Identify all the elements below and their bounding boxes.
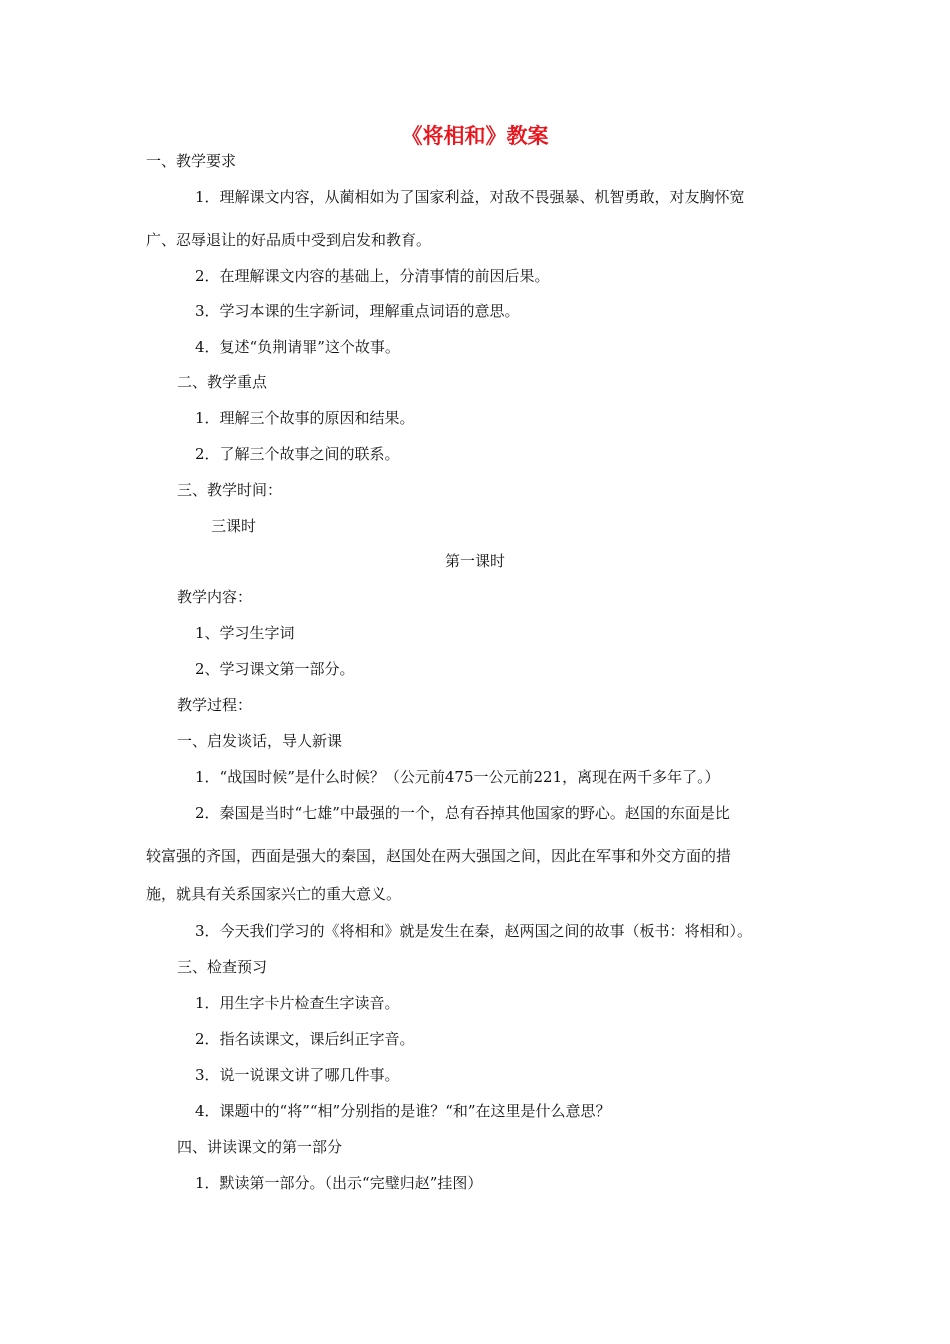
paragraph-line: 1．“战国时候”是什么时候？（公元前475一公元前221，离现在两千多年了。） [195, 768, 720, 786]
paragraph-line: 教学内容： [177, 588, 253, 606]
section-heading-preview: 三、检查预习 [177, 958, 268, 976]
document-title: 《将相和》教案 [401, 124, 549, 148]
paragraph-line: 1、学习生字词 [195, 624, 295, 642]
section-heading-reading: 四、讲读课文的第一部分 [177, 1138, 343, 1156]
paragraph-line: 4．复述“负荆请罪”这个故事。 [195, 338, 400, 356]
section-heading-time: 三、教学时间： [177, 481, 283, 499]
paragraph-line: 较富强的齐国，西面是强大的秦国，赵国处在两大强国之间，因此在军事和外交方面的措 [146, 847, 732, 865]
paragraph-line: 广、忍辱退让的好品质中受到启发和教育。 [146, 231, 432, 249]
paragraph-line: 1．默读第一部分。（出示“完璧归赵”挂图） [195, 1174, 483, 1192]
lesson-heading: 第一课时 [444, 552, 505, 570]
paragraph-line: 2．秦国是当时“七雄”中最强的一个，总有吞掉其他国家的野心。赵国的东面是比 [195, 804, 730, 822]
section-heading-intro: 一、启发谈话，导人新课 [177, 732, 343, 750]
paragraph-line: 2、学习课文第一部分。 [195, 660, 355, 678]
section-heading-requirements: 一、教学要求 [146, 152, 237, 170]
paragraph-line: 2．了解三个故事之间的联系。 [195, 445, 400, 463]
paragraph-line: 3．今天我们学习的《将相和》就是发生在秦，赵两国之间的故事（板书：将相和）。 [195, 922, 753, 940]
section-heading-key-points: 二、教学重点 [177, 373, 268, 391]
paragraph-line: 1．理解课文内容，从蔺相如为了国家利益，对敌不畏强暴、机智勇敢，对友胸怀宽 [195, 188, 745, 206]
paragraph-line: 教学过程： [177, 696, 253, 714]
paragraph-line: 1．理解三个故事的原因和结果。 [195, 409, 415, 427]
paragraph-line: 3．学习本课的生字新词，理解重点词语的意思。 [195, 302, 520, 320]
paragraph-line: 施，就具有关系国家兴亡的重大意义。 [146, 885, 402, 903]
paragraph-line: 三课时 [211, 517, 257, 535]
paragraph-line: 2．指名读课文，课后纠正字音。 [195, 1030, 415, 1048]
paragraph-line: 2．在理解课文内容的基础上，分清事情的前因后果。 [195, 267, 550, 285]
paragraph-line: 1．用生字卡片检查生字读音。 [195, 994, 400, 1012]
paragraph-line: 3．说一说课文讲了哪几件事。 [195, 1066, 400, 1084]
paragraph-line: 4．课题中的“将”“相”分别指的是谁？“和”在这里是什么意思？ [195, 1102, 611, 1120]
